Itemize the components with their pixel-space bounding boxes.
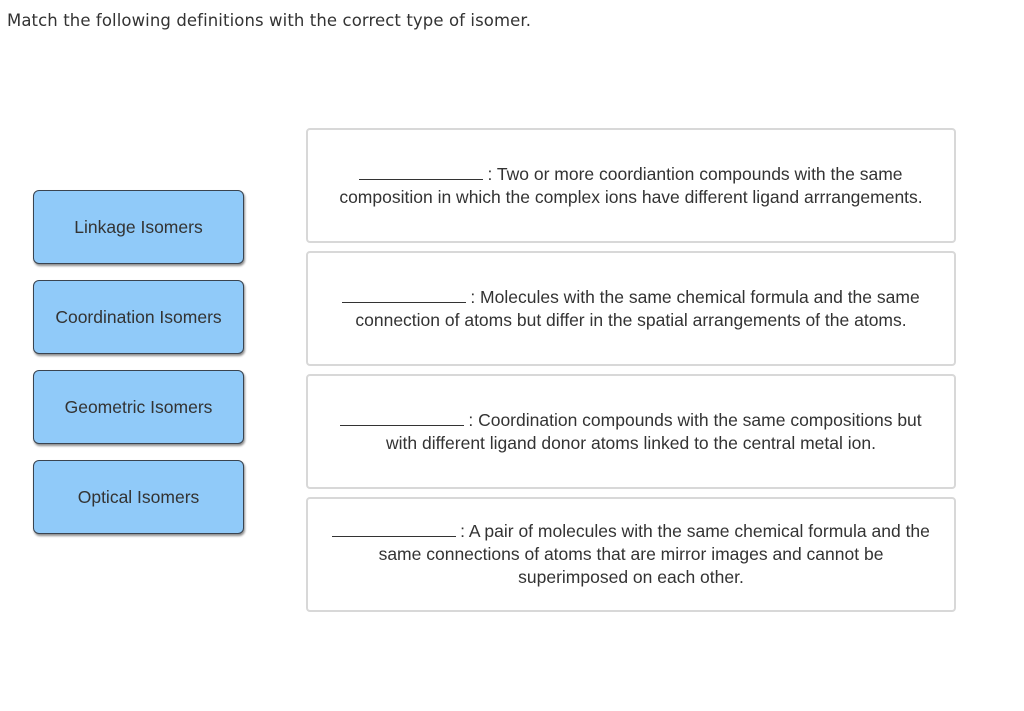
definition-text: : Molecules with the same chemical formula and the same connection of atoms but differ in the spatial arrangements of the atoms. bbox=[355, 286, 920, 330]
definition-drop-zone-1[interactable] bbox=[306, 128, 956, 243]
answer-blank[interactable] bbox=[359, 165, 483, 180]
definition-content bbox=[330, 409, 932, 455]
choice-linkage-isomers[interactable]: Linkage Isomers bbox=[33, 190, 244, 264]
definition-drop-zone-2[interactable] bbox=[306, 251, 956, 366]
question-prompt: Match the following definitions with the correct type of isomer. bbox=[7, 11, 532, 30]
definition-drop-zone-3[interactable] bbox=[306, 374, 956, 489]
choice-coordination-isomers[interactable]: Coordination Isomers bbox=[33, 280, 244, 354]
definition-content bbox=[330, 163, 932, 209]
definition-content bbox=[330, 520, 932, 589]
definition-content bbox=[330, 286, 932, 332]
answer-blank[interactable] bbox=[340, 411, 464, 426]
definition-text: : Two or more coordiantion compounds with the same composition in which the complex ions have different ligand arrrangements. bbox=[339, 163, 923, 207]
definition-text: : Coordination compounds with the same compositions but with different ligand donor atoms linked to the central metal ion. bbox=[386, 409, 922, 453]
definition-drop-zone-4[interactable] bbox=[306, 497, 956, 612]
answer-blank[interactable] bbox=[342, 288, 466, 303]
choice-geometric-isomers[interactable]: Geometric Isomers bbox=[33, 370, 244, 444]
answer-blank[interactable] bbox=[332, 522, 456, 537]
definition-text: : A pair of molecules with the same chemical formula and the same connections of atoms that are mirror images and cannot be superimposed on each other. bbox=[378, 521, 930, 587]
choice-optical-isomers[interactable]: Optical Isomers bbox=[33, 460, 244, 534]
